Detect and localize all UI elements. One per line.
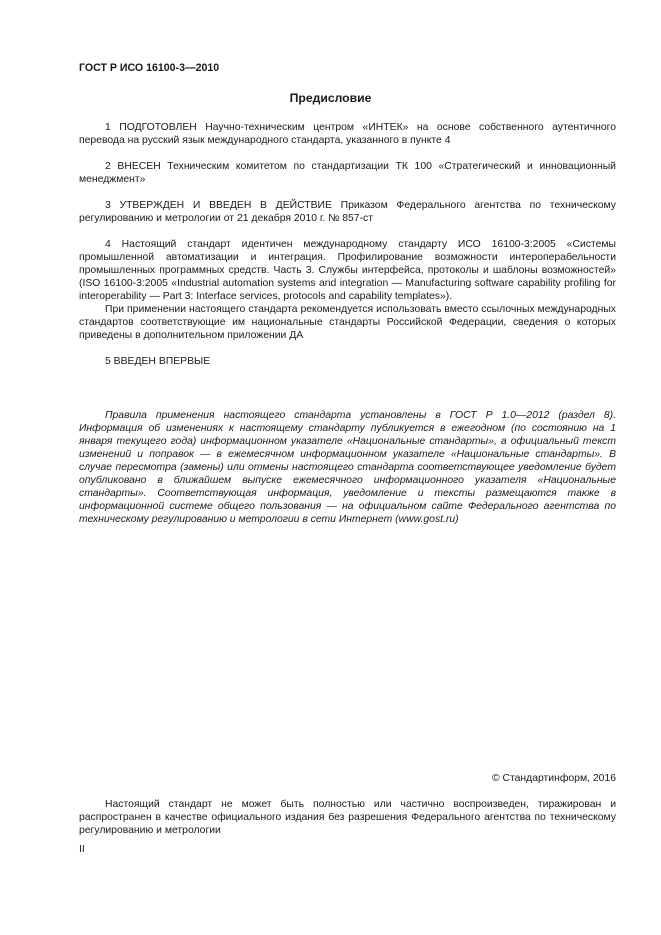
foreword-item-1: 1 ПОДГОТОВЛЕН Научно-техническим центром «ИНТЕК» на основе собственного аутентичного перевода на русский язык международного стандарта, указанного в пункте 4 <box>79 122 616 146</box>
page-title: Предисловие <box>289 91 372 105</box>
foreword-item-3: 3 УТВЕРЖДЕН И ВВЕДЕН В ДЕЙСТВИЕ Приказом Федерального агентства по техническому регулированию и метрологии от 21 декабря 2010 г. № 857-ст <box>79 200 616 224</box>
foreword-item-4-note: При применении настоящего стандарта рекомендуется использовать вместо ссылочных международных стандартов соответствующие им национальные стандарты Российской Федерации, сведения о которых приведены в дополнительном приложении ДА <box>79 304 616 341</box>
foreword-item-4: 4 Настоящий стандарт идентичен международному стандарту ИСО 16100-3:2005 «Системы промышленной автоматизации и интеграция. Профилирование возможности интероперабельности промышленных программных средств. Часть 3. Службы интерфейса, протоколы и шаблоны возможностей» (ISO 16100-3:2005 «Industrial automation systems and integration — Manufacturing software capability profiling for interoperability — Part 3: Interface services, protocols and capability templates»). <box>79 239 616 302</box>
foreword-item-2: 2 ВНЕСЕН Техническим комитетом по стандартизации ТК 100 «Стратегический и инновационный менеджмент» <box>79 161 616 185</box>
foreword-item-5: 5 ВВЕДЕН ВПЕРВЫЕ <box>105 356 211 367</box>
reproduction-notice: Настоящий стандарт не может быть полностью или частично воспроизведен, тиражирован и распространен в качестве официального издания без разрешения Федерального агентства по техническому регулированию и метрологии <box>79 799 616 836</box>
copyright: © Стандартинформ, 2016 <box>491 773 616 784</box>
document-header: ГОСТ Р ИСО 16100-3—2010 <box>79 62 220 74</box>
application-rules-notice: Правила применения настоящего стандарта установлены в ГОСТ Р 1.0—2012 (раздел 8). Информация об изменениях к настоящему стандарту публикуется в ежегодном (по состоянию на 1 января текущего года) информационном указателе «Национальные стандарты», а официальный текст изменений и поправок — в ежемесячном информационном указателе «Национальные стандарты». В случае пересмотра (замены) или отмены настоящего стандарта соответствующее уведомление будет опубликовано в ближайшем выпуске ежемесячного информационного указателя «Национальные стандарты». Соответствующая информация, уведомление и тексты размещаются также в информационной системе общего пользования — на официальном сайте Федерального агентства по техническому регулированию и метрологии в сети Интернет (www.gost.ru) <box>79 410 616 525</box>
page-number: II <box>79 844 85 855</box>
